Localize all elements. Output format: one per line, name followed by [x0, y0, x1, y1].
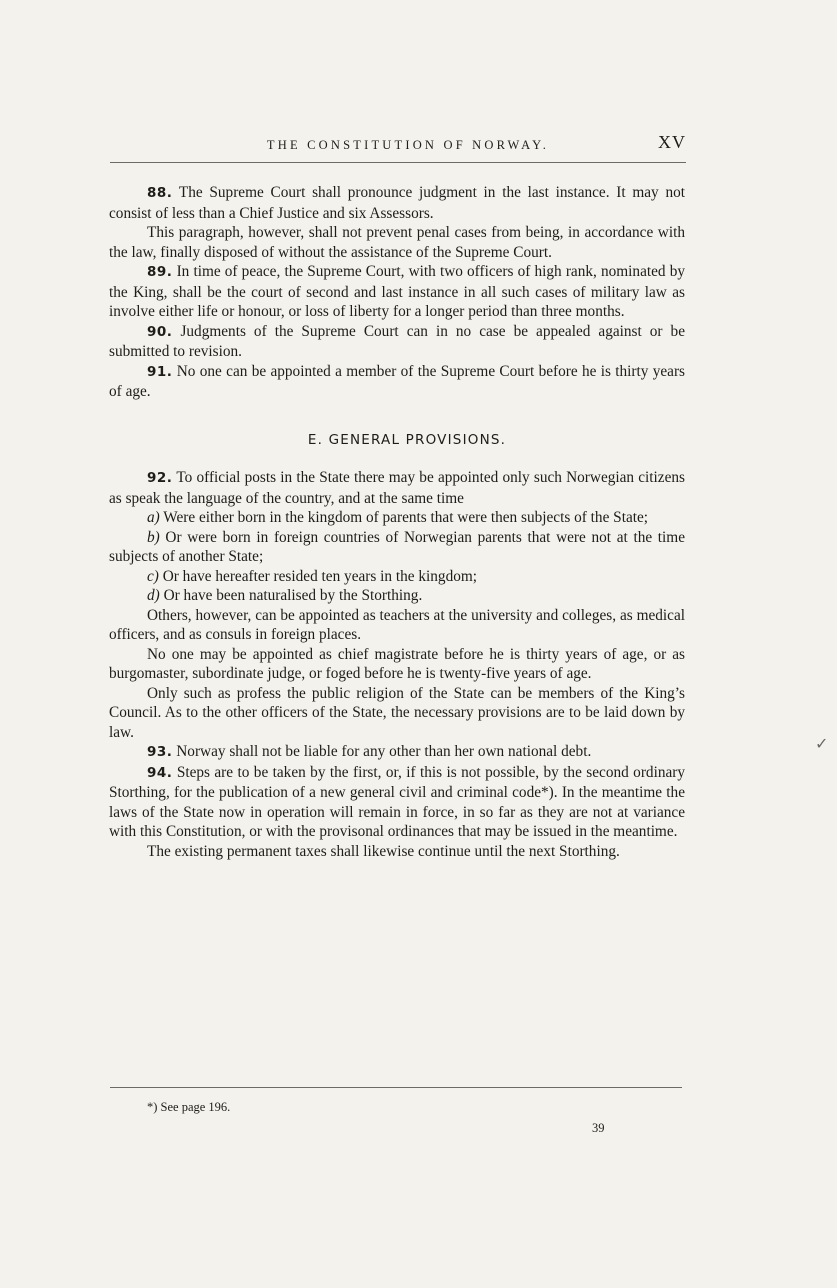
running-title: THE CONSTITUTION OF NORWAY.	[266, 138, 550, 152]
article-number: 93.	[147, 744, 173, 760]
paragraph-89	[109, 262, 685, 322]
paragraph-text: Only such as profess the public religion of the State can be members of the King’s Council. As to the other officers of the State, the necessary provisions are to be laid down by law.	[109, 684, 685, 741]
footnote: *) See page 196.	[147, 1100, 231, 1114]
paragraph-92	[109, 468, 685, 508]
paragraph-text: Steps are to be taken by the first, or, if this is not possible, by the second ordinary Storthing, for the publication of a new general civil and criminal code*). In the meantime the laws of the State now in operation will remain in force, in so far as they are not at variance with this Constitution, or with the provisonal ordinances that may be issued in the meantime.	[109, 763, 685, 840]
clause-a	[109, 508, 685, 528]
paragraph-93	[109, 742, 685, 763]
paragraph-text: Judgments of the Supreme Court can in no case be appealed against or be submitted to revision.	[109, 322, 685, 360]
paragraph	[109, 645, 685, 684]
paragraph-90	[109, 322, 685, 362]
paragraph-text: Norway shall not be liable for any other than her own national debt.	[172, 743, 592, 760]
paragraph-91	[109, 362, 685, 402]
article-number: 90.	[147, 323, 173, 340]
clause-letter: b)	[147, 528, 160, 546]
clause-c	[109, 567, 685, 587]
article-number: 88.	[147, 185, 173, 201]
article-number: 89.	[147, 264, 173, 280]
paragraph-text: The Supreme Court shall pronounce judgment in the last instance. It may not consist of less than a Chief Justice and six Assessors.	[109, 184, 685, 222]
body-text	[109, 183, 685, 861]
paragraph	[109, 606, 685, 645]
header-rule	[110, 162, 686, 163]
paragraph	[109, 842, 685, 862]
clause-letter: d)	[147, 587, 160, 604]
paragraph-text: In time of peace, the Supreme Court, with two officers of high rank, nominated by the King, shall be the court of second and last instance in all such cases of military law as involve either life or honour, or loss of liberty for a longer period than three months.	[109, 263, 685, 320]
paragraph-94	[109, 763, 685, 842]
page-number-roman: XV	[658, 132, 686, 152]
paragraph-text: To official posts in the State there may be appointed only such Norwegian citizens as speak the language of the country, and at the same time	[109, 469, 685, 507]
paragraph-text: No one may be appointed as chief magistrate before he is thirty years of age, or as burgomaster, subordinate judge, or foged before he is twenty-five years of age.	[109, 645, 685, 682]
clause-d	[109, 586, 685, 606]
paragraph-text: This paragraph, however, shall not prevent penal cases from being, in accordance with the law, finally disposed of without the assistance of the Supreme Court.	[109, 224, 685, 261]
margin-mark-icon: ✓	[815, 736, 829, 753]
clause-letter: c)	[147, 567, 159, 585]
footnote-rule	[110, 1087, 682, 1088]
paragraph-text: Or were born in foreign countries of Norwegian parents that were not at the time subjects of another State;	[109, 528, 685, 565]
clause-letter: a)	[147, 509, 160, 526]
article-number: 91.	[147, 363, 173, 380]
signature-number: 39	[592, 1121, 605, 1135]
article-number: 92.	[147, 470, 173, 486]
paragraph-text: Were either born in the kingdom of parents that were then subjects of the State;	[159, 509, 649, 526]
paragraph-text: No one can be appointed a member of the Supreme Court before he is thirty years of age.	[109, 362, 685, 400]
section-heading: E. GENERAL PROVISIONS.	[307, 431, 507, 448]
paragraph-text: Others, however, can be appointed as teachers at the university and colleges, as medical officers, and as consuls in foreign places.	[109, 606, 685, 643]
paragraph-text: Or have hereafter resided ten years in the kingdom;	[158, 567, 478, 585]
paragraph	[109, 684, 685, 743]
clause-b	[109, 528, 685, 567]
paragraph-text: The existing permanent taxes shall likewise continue until the next Storthing.	[147, 842, 620, 860]
article-number: 94.	[147, 764, 173, 781]
page-header	[110, 132, 686, 162]
paragraph-text: Or have been naturalised by the Storthing.	[159, 587, 423, 604]
paragraph-88	[109, 183, 685, 223]
paragraph	[109, 223, 685, 262]
